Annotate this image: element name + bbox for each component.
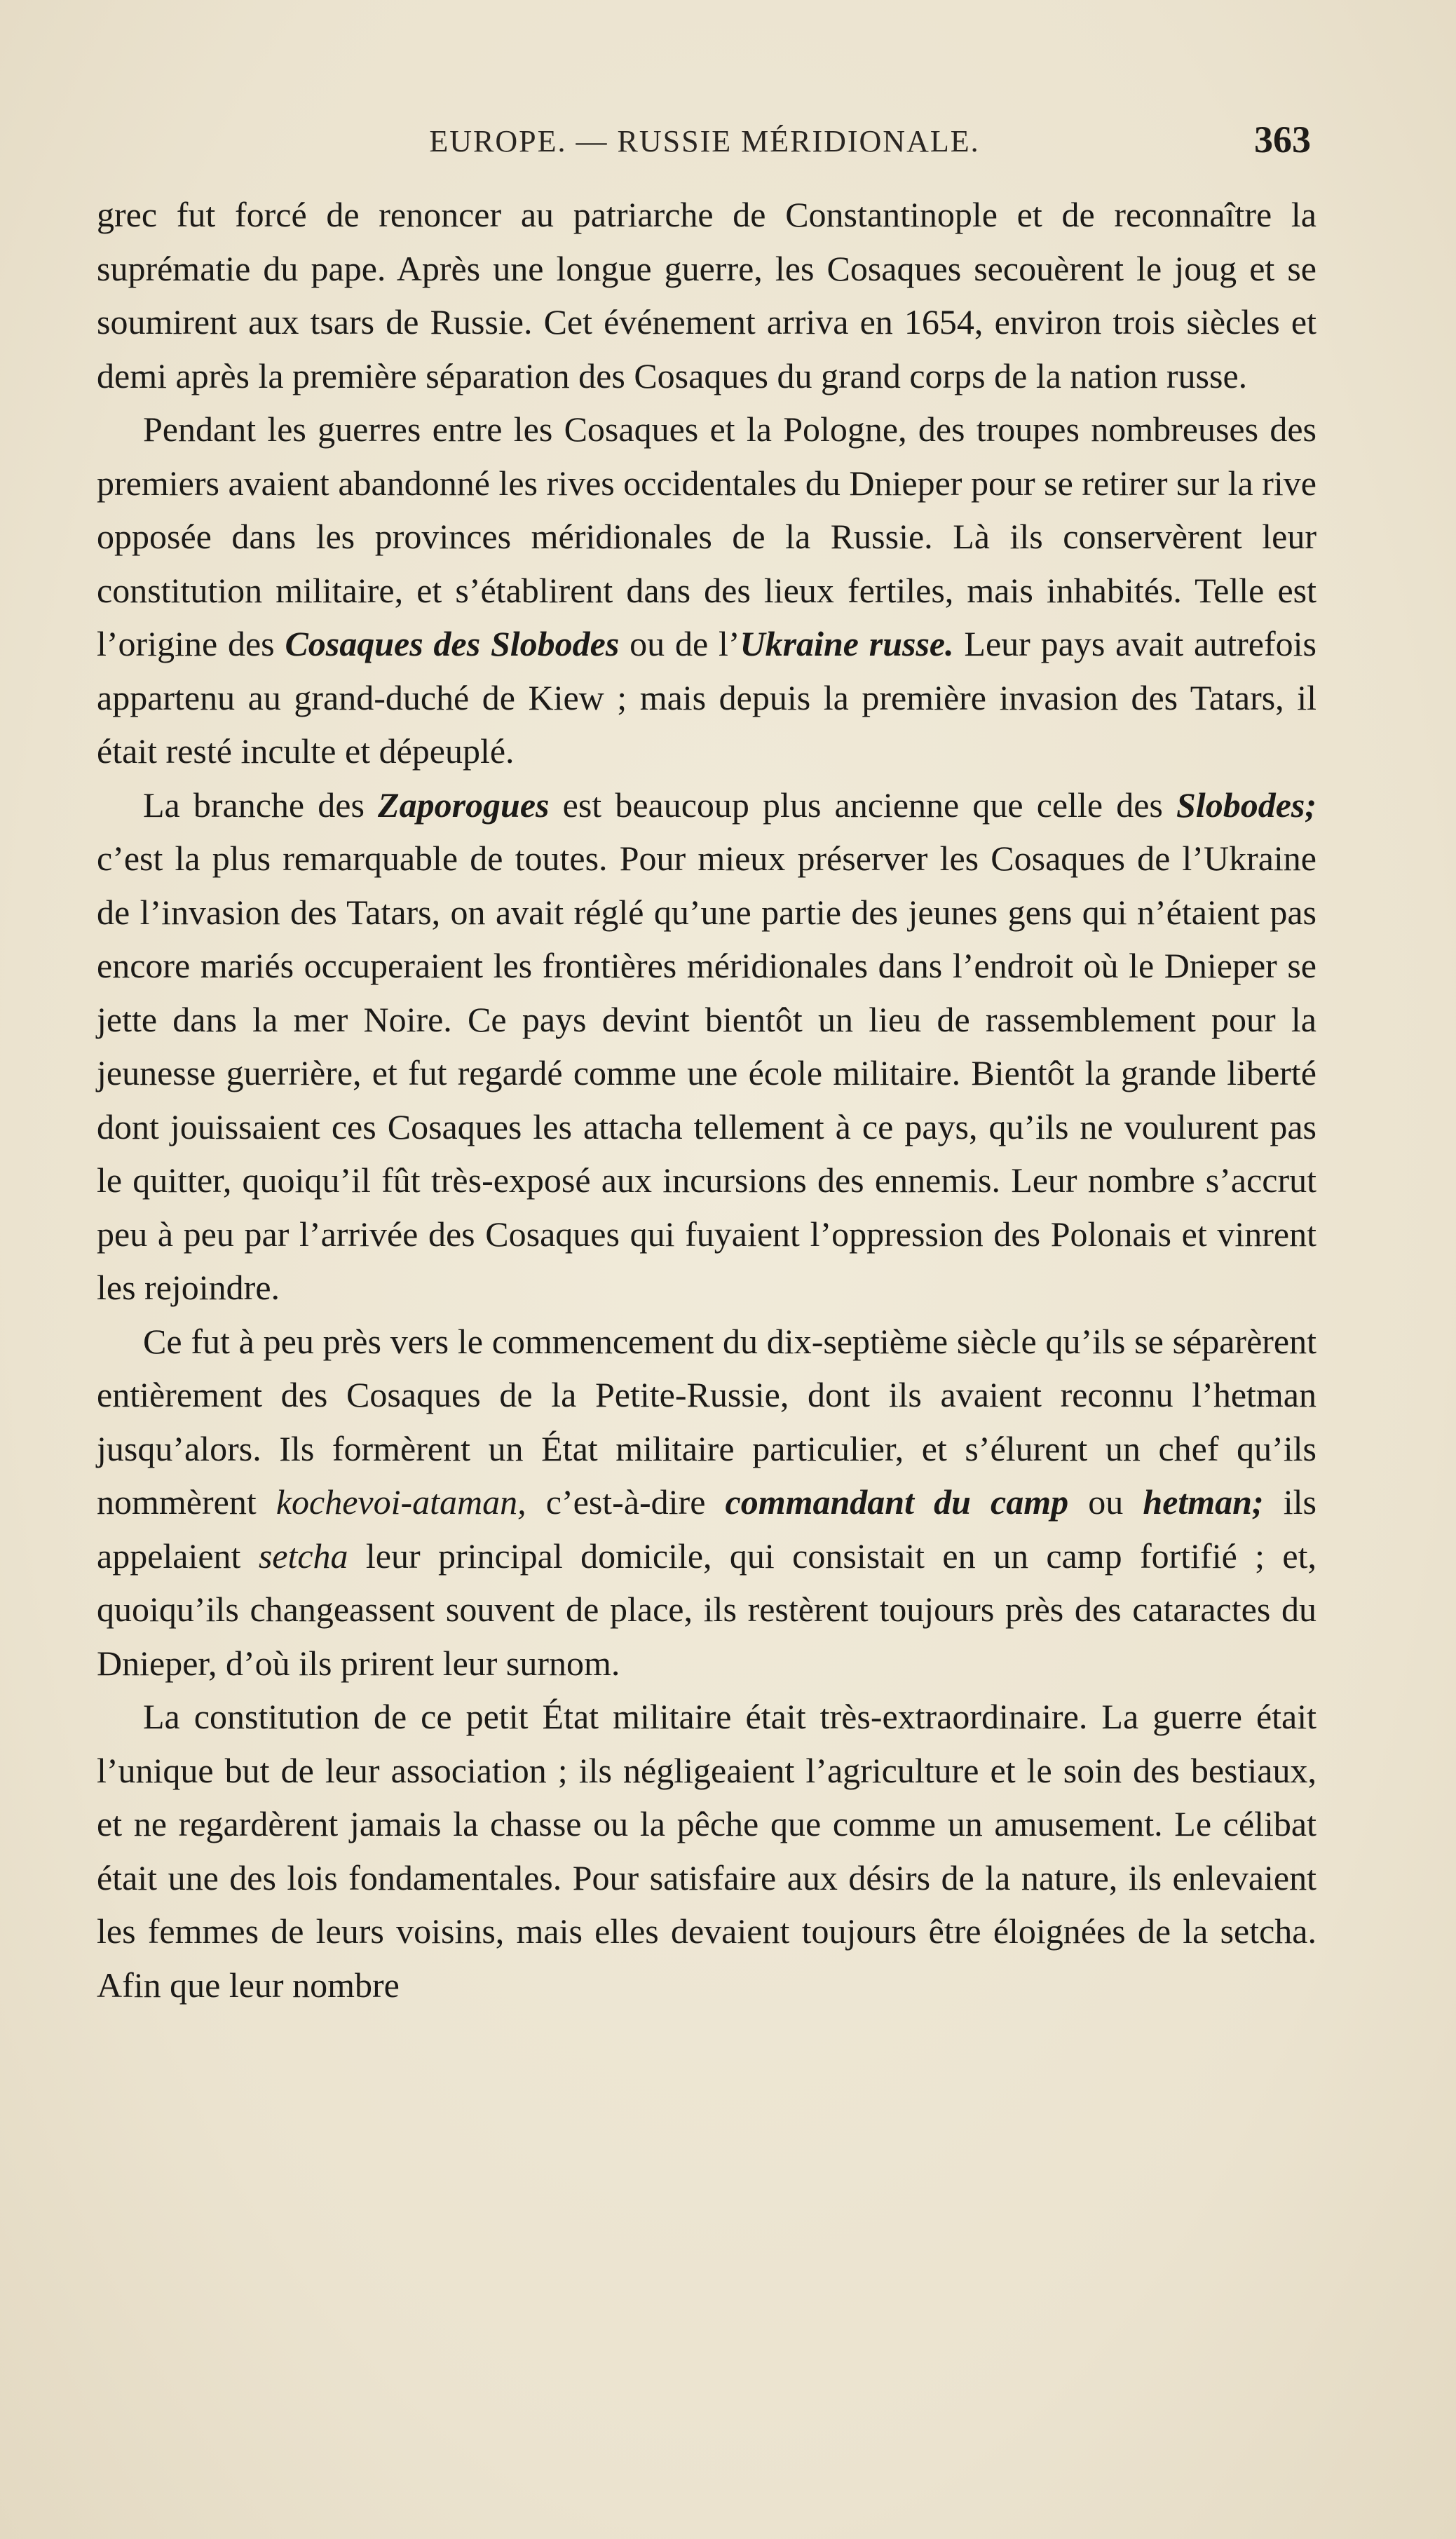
paragraph-3-italic-slobodes: Slobodes; [1176, 785, 1316, 825]
paragraph-4-text-e: leur principal domicile, qui consistait en un camp fortifié ; et, quoiqu’ils changeassent souvent de place, ils restèrent toujours près des cataractes du Dnieper, d’où ils prirent leur surnom. [97, 1536, 1316, 1683]
paragraph-4 [97, 1315, 1316, 1691]
body-text [97, 188, 1316, 2012]
page-number: 363 [1254, 119, 1311, 161]
paragraph-5-text: La constitution de ce petit État militaire était très-extraordinaire. La guerre était l’unique but de leur association ; ils négligeaient l’agriculture et le soin des bestiaux, et ne regardèrent jamais la chasse ou la pêche que comme un amusement. Le célibat était une des lois fondamentales. Pour satisfaire aux désirs de la nature, ils enlevaient les femmes de leurs voisins, mais elles devaient toujours être éloignées de la setcha. Afin que leur nombre [97, 1697, 1316, 2005]
paragraph-5 [97, 1690, 1316, 2012]
paragraph-4-italic-setcha: setcha [258, 1536, 348, 1576]
paragraph-2-text-a: Pendant les guerres entre les Cosaques et la Pologne, des troupes nombreuses des premiers avaient abandonné les rives occidentales du Dnieper pour se retirer sur la rive opposée dans les provinces méridionales de la Russie. Là ils conservèrent leur constitution militaire, et s’établirent dans des lieux fertiles, mais inhabités. Telle est l’origine des [97, 409, 1316, 663]
paragraph-4-italic-hetman: hetman; [1143, 1482, 1264, 1522]
paragraph-3-text-c: c’est la plus remarquable de toutes. Pour mieux préserver les Cosaques de l’Ukraine de l’invasion des Tatars, on avait réglé qu’une partie des jeunes gens qui n’étaient pas encore mariés occuperaient les frontières méridionales dans l’endroit où le Dnieper se jette dans la mer Noire. Ce pays devint bientôt un lieu de rassemblement pour la jeunesse guerrière, et fut regardé comme une école militaire. Bientôt la grande liberté dont jouissaient ces Cosaques les attacha tellement à ce pays, qu’ils ne voulurent pas le quitter, quoiqu’il fût très-exposé aux incursions des ennemis. Leur nombre s’accrut peu à peu par l’arrivée des Cosaques qui fuyaient l’oppression des Polonais et vinrent les rejoindre. [97, 839, 1316, 1307]
paragraph-1 [97, 188, 1316, 402]
paragraph-2-text-c: Leur pays avait autrefois appartenu au grand-duché de Kiew ; mais depuis la première invasion des Tatars, il était resté inculte et dépeuplé. [97, 624, 1316, 771]
page-header [98, 118, 1311, 167]
paragraph-3-text-b: est beaucoup plus ancienne que celle des [549, 785, 1176, 825]
paragraph-1-text: grec fut forcé de renoncer au patriarche de Constantinople et de reconnaître la suprématie du pape. Après une longue guerre, les Cosaques secouèrent le joug et se soumirent aux tsars de Russie. Cet événement arriva en 1654, environ trois siècles et demi après la première séparation des Cosaques du grand corps de la nation russe. [97, 195, 1316, 395]
paragraph-4-italic-kochevoi: kochevoi-ataman, [275, 1482, 526, 1522]
running-head: EUROPE. — RUSSIE MÉRIDIONALE. [429, 124, 980, 158]
paragraph-2-text-b: ou de l’ [619, 624, 740, 663]
paragraph-4-text-c: ou [1068, 1482, 1143, 1522]
paragraph-4-text-a: Ce fut à peu près vers le commencement du dix-septième siècle qu’ils se séparèrent entièrement des Cosaques de la Petite-Russie, dont ils avaient reconnu l’hetman jusqu’alors. Ils formèrent un État militaire particulier, et s’élurent un chef qu’ils nommèrent [97, 1321, 1316, 1522]
paragraph-2-italic-slobodes: Cosaques des Slobodes [285, 624, 620, 663]
paragraph-4-italic-commandant: commandant du camp [725, 1482, 1069, 1522]
paragraph-4-text-d: ils appelaient [97, 1482, 1317, 1576]
paragraph-3-text-a: La branche des [143, 785, 379, 825]
paragraph-2 [97, 402, 1316, 778]
paragraph-3-italic-zaporogues: Zaporogues [378, 785, 550, 825]
paragraph-3 [97, 778, 1316, 1315]
paragraph-2-italic-ukraine: Ukraine russe. [740, 624, 954, 663]
paragraph-4-text-b: c’est-à-dire [526, 1482, 726, 1522]
